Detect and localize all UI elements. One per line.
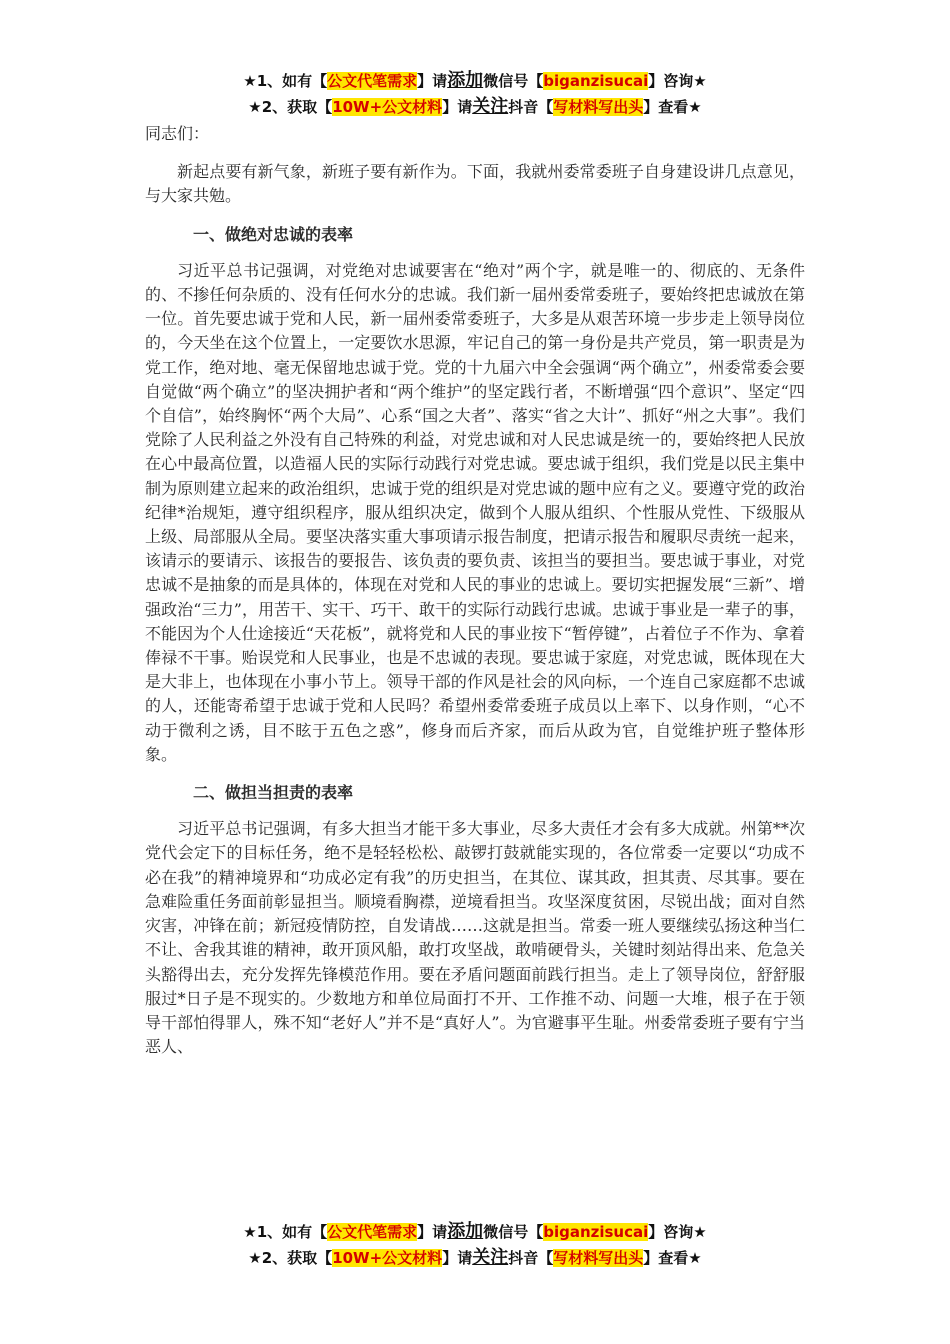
promo-line-1 <box>0 1219 950 1245</box>
promo-text: 】查看★ <box>643 98 702 116</box>
section-heading-2: 二、做担当担责的表率 <box>193 783 354 803</box>
promo-text: 微信号【 <box>483 72 544 90</box>
promo-text: 】咨询★ <box>648 1223 707 1241</box>
promo-highlight: biganzisucai <box>543 72 649 90</box>
promo-highlight: 写材料写出头 <box>553 98 644 116</box>
promo-highlight: biganzisucai <box>543 1223 649 1241</box>
promo-highlight: 写材料写出头 <box>553 1249 644 1267</box>
document-body <box>145 122 805 1059</box>
promo-text: 微信号【 <box>483 1223 544 1241</box>
promo-text: 抖音【 <box>508 1249 554 1267</box>
promo-emphasis: 添加 <box>447 70 484 91</box>
promo-text: 】咨询★ <box>648 72 707 90</box>
promo-text: 】请 <box>442 98 473 116</box>
promo-text: 】请 <box>442 1249 473 1267</box>
promo-line-2 <box>0 94 950 120</box>
promo-text: 】请 <box>417 1223 448 1241</box>
promo-emphasis: 关注 <box>472 1247 509 1268</box>
promo-emphasis: 添加 <box>447 1221 484 1242</box>
salutation: 同志们： <box>145 124 210 143</box>
promo-text: 】请 <box>417 72 448 90</box>
promo-highlight: 公文代笔需求 <box>327 72 418 90</box>
promo-emphasis: 关注 <box>472 96 509 117</box>
promo-text: ★1、如有【 <box>243 1223 328 1241</box>
section-heading-1: 一、做绝对忠诚的表率 <box>193 224 354 244</box>
promo-highlight: 公文代笔需求 <box>327 1223 418 1241</box>
promo-banner-bottom <box>0 1219 950 1271</box>
promo-text: ★2、获取【 <box>248 1249 333 1267</box>
promo-highlight: 10W+公文材料 <box>332 98 443 116</box>
section-paragraph-1: 习近平总书记强调，对党绝对忠诚要害在“绝对”两个字，就是唯一的、彻底的、无条件的、不掺任何杂质的、没有任何水分的忠诚。我们新一届州委常委班子，要始终把忠诚放在第一位。首先要忠诚于党和人民，新一届州委常委班子，大多是从艰苦环境一步步走上领导岗位的，今天坐在这个位置上，一定要饮水思源，牢记自己的第一身份是共产党员，第一职责是为党工作，绝对地、毫无保留地忠诚于党。党的十九届六中全会强调“两个确立”，州委常委会要自觉做“两个确立”的坚决拥护者和“两个维护”的坚定践行者，不断增强“四个意识”、坚定“四个自信”，始终胸怀“两个大局”、心系“国之大者”、落实“省之大计”、抓好“州之大事”。我们党除了人民利益之外没有自己特殊的利益，对党忠诚和对人民忠诚是统一的，要始终把人民放在心中最高位置，以造福人民的实际行动践行对党忠诚。要忠诚于组织，我们党是以民主集中制为原则建立起来的政治组织，忠诚于党的组织是对党忠诚的题中应有之义。要遵守党的政治纪律*治规矩，遵守组织程序，服从组织决定，做到个人服从组织、个性服从党性、下级服从上级、局部服从全局。要坚决落实重大事项请示报告制度，把请示报告和履职尽责统一起来，该请示的要请示、该报告的要报告、该负责的要负责、该担当的要担当。要忠诚于事业，对党忠诚不是抽象的而是具体的，体现在对党和人民的事业的忠诚上。要切实把握发展“三新”、增强政治“三力”，用苦干、实干、巧干、敢干的实际行动践行忠诚。忠诚于事业是一辈子的事，不能因为个人仕途接近“天花板”，就将党和人民的事业按下“暂停键”，占着位子不作为、拿着俸禄不干事。贻误党和人民事业，也是不忠诚的表现。要忠诚于家庭，对党忠诚，既体现在大是大非上，也体现在小事小节上。领导干部的作风是社会的风向标，一个连自己家庭都不忠诚的人，还能寄希望于忠诚于党和人民吗？希望州委常委班子成员以上率下、以身作则，“心不动于微利之诱，目不眩于五色之惑”，修身而后齐家，而后从政为官，自觉维护班子整体形象。 <box>145 260 805 764</box>
promo-line-1 <box>0 68 950 94</box>
promo-text: 】查看★ <box>643 1249 702 1267</box>
promo-highlight: 10W+公文材料 <box>332 1249 443 1267</box>
intro-paragraph: 新起点要有新气象，新班子要有新作为。下面，我就州委常委班子自身建设讲几点意见，与大家共勉。 <box>145 162 805 206</box>
promo-text: 抖音【 <box>508 98 554 116</box>
promo-text: ★2、获取【 <box>248 98 333 116</box>
promo-banner-top <box>0 68 950 120</box>
promo-text: ★1、如有【 <box>243 72 328 90</box>
section-paragraph-2: 习近平总书记强调，有多大担当才能干多大事业，尽多大责任才会有多大成就。州第**次党代会定下的目标任务，绝不是轻轻松松、敲锣打鼓就能实现的，各位常委一定要以“功成不必在我”的精神境界和“功成必定有我”的历史担当，在其位、谋其政，担其责、尽其事。要在急难险重任务面前彰显担当。顺境看胸襟，逆境看担当。攻坚深度贫困，尽锐出战；面对自然灾害，冲锋在前；新冠疫情防控，自发请战……这就是担当。常委一班人要继续弘扬这种当仁不让、舍我其谁的精神，敢开顶风船，敢打攻坚战，敢啃硬骨头，关键时刻站得出来、危急关头豁得出去，充分发挥先锋模范作用。要在矛盾问题面前践行担当。走上了领导岗位，舒舒服服过*日子是不现实的。少数地方和单位局面打不开、工作推不动、问题一大堆，根子在于领导干部怕得罪人，殊不知“老好人”并不是“真好人”。为官避事平生耻。州委常委班子要有宁当恶人、 <box>145 819 805 1057</box>
promo-line-2 <box>0 1245 950 1271</box>
